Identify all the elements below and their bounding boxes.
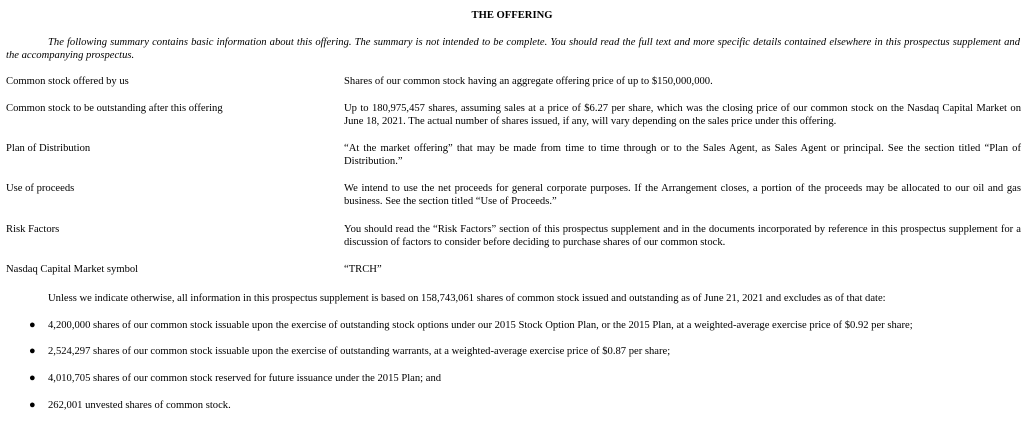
row-label-common-stock-offered: Common stock offered by us [6, 76, 129, 87]
list-item: 2,524,297 shares of our common stock issuable upon the exercise of outstanding warrants, at a weighted-average exercise price of $0.87 per share; [48, 346, 671, 357]
row-value-common-stock-outstanding: Up to 180,975,457 shares, assuming sales at a price of $6.27 per share, which was the closing price of our common stock on the Nasdaq Capital Market on June 18, 2021. The actual number of shares issued, if any, will vary depending on the sales price under this offering. [344, 103, 1021, 127]
row-value-common-stock-offered: Shares of our common stock having an aggregate offering price of up to $150,000,000. [344, 76, 713, 87]
row-value-nasdaq-symbol: “TRCH” [344, 264, 382, 275]
section-title: THE OFFERING [471, 10, 553, 21]
row-label-plan-of-distribution: Plan of Distribution [6, 143, 91, 154]
list-item: 4,200,000 shares of our common stock issuable upon the exercise of outstanding stock options under our 2015 Stock Option Plan, or the 2015 Plan, at a weighted-average exercise price of $0.92 per share; [48, 320, 913, 331]
row-label-risk-factors: Risk Factors [6, 224, 60, 235]
bullet-icon: ● [29, 319, 36, 331]
row-label-use-of-proceeds: Use of proceeds [6, 183, 75, 194]
intro-paragraph: The following summary contains basic information about this offering. The summary is not intended to be complete. You should read the full text and more specific details contained elsewhere in this prospectus supplement and the accompanying prospectus. [6, 37, 1020, 61]
bullet-icon: ● [29, 372, 36, 384]
row-label-common-stock-outstanding: Common stock to be outstanding after this offering [6, 103, 223, 114]
bullet-icon: ● [29, 399, 36, 411]
list-item: 262,001 unvested shares of common stock. [48, 400, 231, 411]
row-label-nasdaq-symbol: Nasdaq Capital Market symbol [6, 264, 139, 275]
row-value-risk-factors: You should read the “Risk Factors” section of this prospectus supplement and in the documents incorporated by reference in this prospectus supplement for a discussion of factors to consider before deciding to purchase shares of our common stock. [344, 224, 1021, 248]
summary-paragraph: Unless we indicate otherwise, all information in this prospectus supplement is based on 158,743,061 shares of common stock issued and outstanding as of June 21, 2021 and excludes as of that date: [48, 293, 886, 304]
row-value-use-of-proceeds: We intend to use the net proceeds for general corporate purposes. If the Arrangement closes, a portion of the proceeds may be allocated to our oil and gas business. See the section titled “Use of Proceeds.” [344, 183, 1021, 207]
list-item: 4,010,705 shares of our common stock reserved for future issuance under the 2015 Plan; and [48, 373, 442, 384]
bullet-icon: ● [29, 345, 36, 357]
row-value-plan-of-distribution: “At the market offering” that may be made from time to time through or to the Sales Agent, as Sales Agent or principal. See the section titled “Plan of Distribution.” [344, 143, 1021, 167]
